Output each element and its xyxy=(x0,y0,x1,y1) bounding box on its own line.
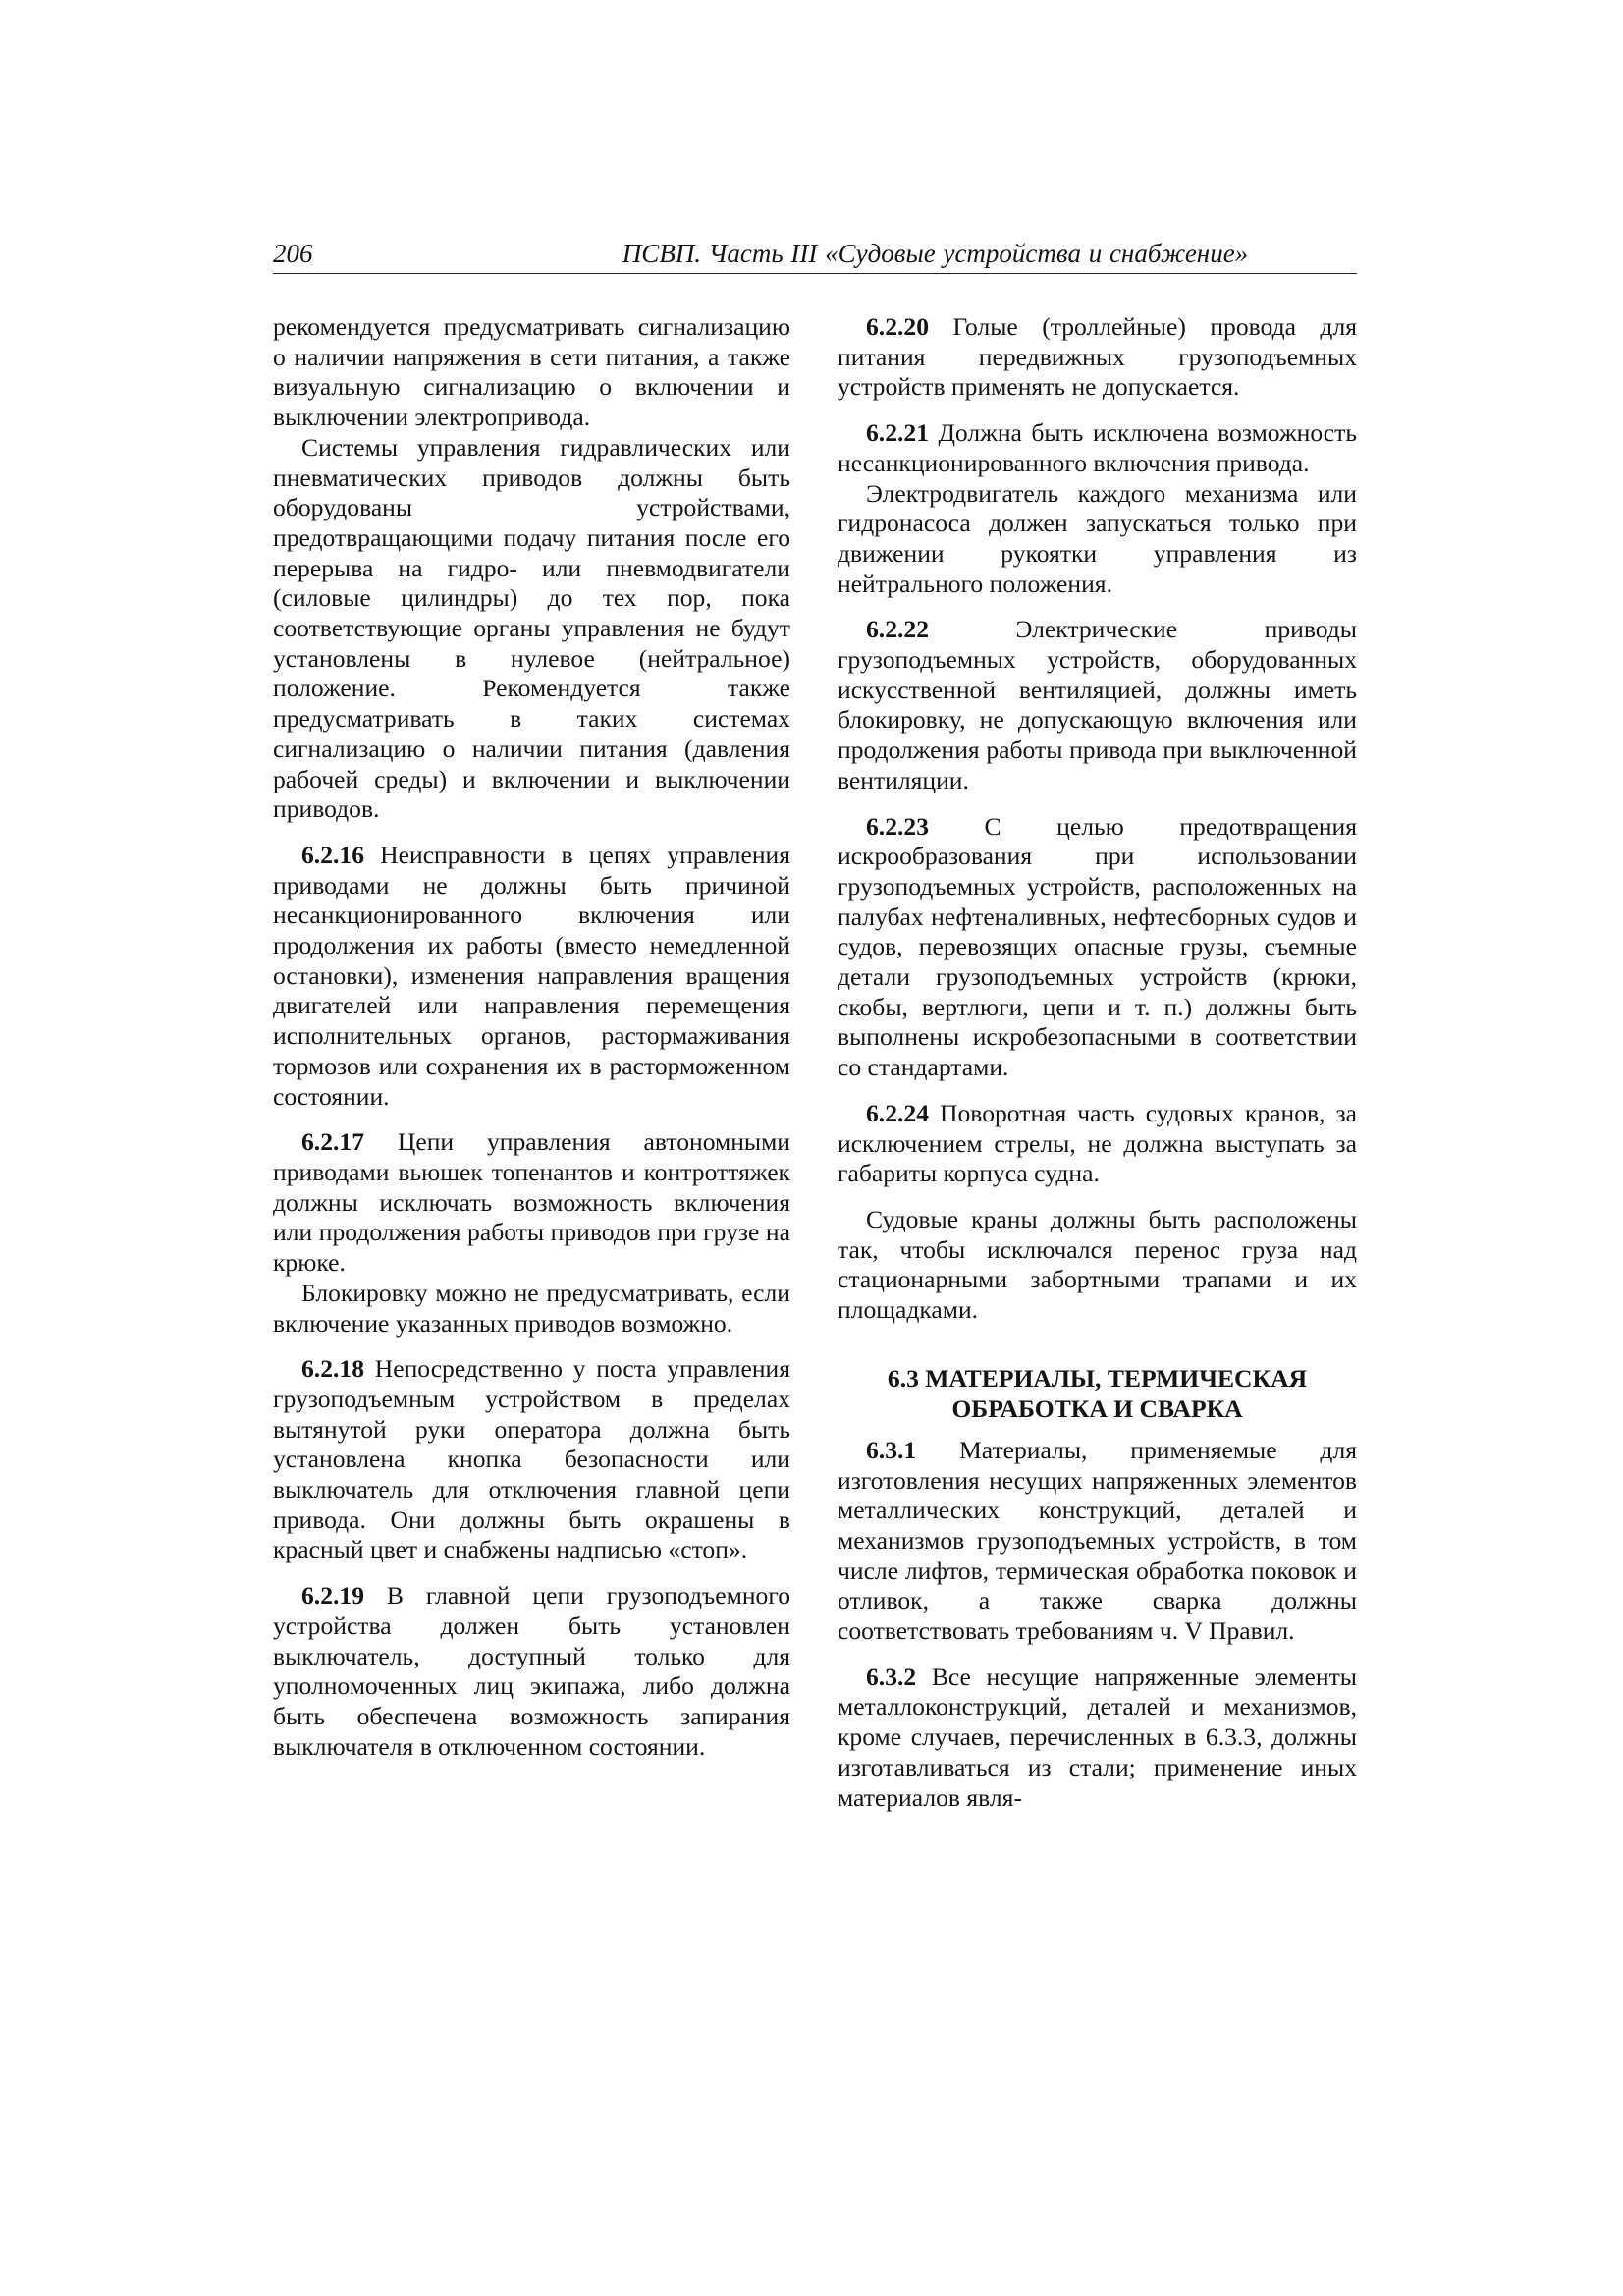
clause-6-2-23 xyxy=(838,812,1357,1083)
clause-text: С целью предотвращения искрообразования при использовании грузоподъемных устройств, расположенных на палубах нефтеналивных, нефтесборных судов и судов, перевозящих опасные грузы, съемные детали грузоподъемных устройств (крюки, скобы, вертлюги, цепи и т. п.) должны быть выполнены искробезопасными в соответствии со стандартами. xyxy=(838,811,1357,1082)
clause-6-2-18 xyxy=(273,1354,790,1565)
paragraph-control-systems: Системы управления гидравлических или пневматических приводов должны быть оборудованы устройствами, предотвращающими подачу питания после его перерыва на гидро- или пневмодвигатели (силовые цилиндры) до тех пор, пока соответствующие органы управления не будут установлены в нулевое (нейтральное) положение. Рекомендуется также предусматривать в таких системах сигнализацию о наличии питания (давления рабочей среды) и включении и выключении приводов. xyxy=(273,432,790,824)
right-column xyxy=(838,312,1357,1813)
clause-number: 6.3.2 xyxy=(866,1662,917,1691)
clause-number: 6.2.21 xyxy=(866,418,929,448)
clause-number: 6.2.16 xyxy=(301,840,364,869)
clause-text: Непосредственно у поста управления грузоподъемным устройством в пределах вытянутой руки оператора должна быть установлена кнопка безопасности или выключатель для отключения главной цепи привода. Они должны быть окрашены в красный цвет и снабжены надписью «стоп». xyxy=(273,1354,790,1564)
clause-number: 6.2.23 xyxy=(866,811,929,841)
left-column xyxy=(273,312,790,1762)
section-heading xyxy=(838,1363,1357,1424)
clause-text: Материалы, применяемые для изготовления несущих напряженных элементов металлических конструкций, деталей и механизмов грузоподъемных устройств, в том числе лифтов, термическая обработка поковок и отливок, а также сварка должны соответствовать требованиям ч. V Правил. xyxy=(838,1435,1357,1646)
clause-number: 6.2.22 xyxy=(866,615,929,644)
clause-text: Все несущие напряженные элементы металлоконструкций, деталей и механизмов, кроме случаев, перечисленных в 6.3.3, должны изготавливаться из стали; применение иных материалов явля- xyxy=(838,1662,1357,1812)
clause-6-2-24 xyxy=(838,1099,1357,1189)
paragraph-motor: Электродвигатель каждого механизма или гидронасоса должен запускаться только при движении рукоятки управления из нейтрального положения. xyxy=(838,478,1357,598)
clause-number: 6.2.17 xyxy=(301,1127,364,1157)
clause-number: 6.2.24 xyxy=(866,1098,929,1127)
clause-text: Цепи управления автономными приводами вьюшек топенантов и контроттяжек должны исключать возможность включения или продолжения работы приводов при грузе на крюке. xyxy=(273,1127,790,1278)
clause-6-2-22 xyxy=(838,615,1357,795)
section-heading-line-2: ОБРАБОТКА И СВАРКА xyxy=(951,1394,1243,1423)
section-heading-line-1: 6.3 МАТЕРИАЛЫ, ТЕРМИЧЕСКАЯ xyxy=(887,1363,1308,1393)
clause-number: 6.2.19 xyxy=(301,1581,364,1611)
clause-6-2-16 xyxy=(273,841,790,1112)
clause-number: 6.3.1 xyxy=(866,1435,917,1464)
paragraph-cranes: Судовые краны должны быть расположены так, чтобы исключался перенос груза над стационарными забортными трапами и их площадками. xyxy=(838,1204,1357,1325)
clause-6-3-2 xyxy=(838,1663,1357,1814)
clause-text: Должна быть исключена возможность несанкционированного включения привода. xyxy=(838,418,1357,477)
clause-text: В главной цепи грузоподъемного устройства должен быть установлен выключатель, доступный только для уполномоченных лиц экипажа, либо должна быть обеспечена возможность запирания выключателя в отключенном состоянии. xyxy=(273,1581,790,1761)
clause-number: 6.2.18 xyxy=(301,1354,364,1384)
clause-text: Поворотная часть судовых кранов, за исключением стрелы, не должна выступать за габариты корпуса судна. xyxy=(838,1098,1357,1188)
running-title: ПСВП. Часть III «Судовые устройства и снабжение» xyxy=(622,239,1249,268)
clause-6-2-17 xyxy=(273,1127,790,1279)
clause-6-2-21 xyxy=(838,418,1357,478)
clause-number: 6.2.20 xyxy=(866,312,929,341)
paragraph-blocking: Блокировку можно не предусматривать, если включение указанных приводов возможно. xyxy=(273,1278,790,1338)
clause-text: Электрические приводы грузоподъемных устройств, оборудованных искусственной вентиляцией, должны иметь блокировку, не допускающую включения или продолжения работы привода при выключенной вентиляции. xyxy=(838,615,1357,794)
clause-text: Голые (троллейные) провода для питания передвижных грузоподъемных устройств применять не допускается. xyxy=(838,312,1357,402)
clause-6-2-20 xyxy=(838,312,1357,403)
page-header xyxy=(273,236,1357,274)
paragraph-continued: рекомендуется предусматривать сигнализацию о наличии напряжения в сети питания, а также визуальную сигнализацию о включении и выключении электропривода. xyxy=(273,312,790,432)
clause-6-2-19 xyxy=(273,1581,790,1762)
clause-text: Неисправности в цепях управления приводами не должны быть причиной несанкционированного включения или продолжения их работы (вместо немедленной остановки), изменения направления вращения двигателей или направления перемещения исполнительных органов, растормаживания тормозов или сохранения их в расторможенном состоянии. xyxy=(273,840,790,1111)
page-number: 206 xyxy=(273,239,313,268)
clause-6-3-1 xyxy=(838,1436,1357,1647)
